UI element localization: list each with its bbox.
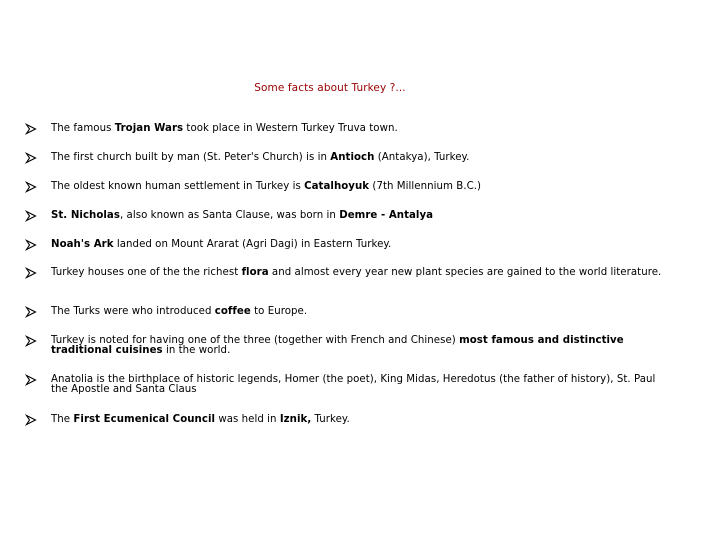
slide-title: Some facts about Turkey ?... [254,82,406,94]
fact-highlight: Iznik, [279,414,312,425]
fact-text-run: , also known as Santa Clause, was born in [119,210,340,221]
arrow-bullet-icon [25,210,37,222]
fact-text [51,240,671,250]
fact-highlight: coffee [214,306,251,317]
fact-text [51,153,671,163]
fact-text [51,124,671,134]
fact-text [51,375,671,395]
fact-text-run: to Europe. [250,306,308,317]
fact-highlight: Antioch [330,152,375,163]
fact-text-run: Anatolia is the birthplace of historic legends, Homer (the poet), King Midas, Heredotus (the father of history), St. Paul the Apostle and Santa Claus [51,374,656,395]
fact-text-run: The oldest known human settlement in Turkey is [51,181,305,192]
fact-highlight: flora [241,267,269,278]
fact-text-run: landed on Mount Ararat (Agri Dagi) in Eastern Turkey. [113,239,392,250]
fact-text [51,182,671,192]
fact-text-run: (7th Millennium B.C.) [369,181,482,192]
fact-text-run: The Turks were who introduced [51,306,215,317]
arrow-bullet-icon [25,414,37,426]
fact-text-run: Turkey. [311,414,350,425]
fact-text [51,268,671,278]
fact-highlight: most famous and distinctive traditional cuisines [51,335,624,356]
fact-text [51,415,671,425]
fact-text-run: The [51,414,74,425]
fact-text-run: Turkey houses one of the the richest [51,267,242,278]
fact-highlight: Catalhoyuk [304,181,370,192]
arrow-bullet-icon [25,239,37,251]
fact-text-run: Turkey is noted for having one of the three (together with French and Chinese) [51,335,460,346]
fact-text [51,307,671,317]
fact-highlight: St. Nicholas [51,210,120,221]
fact-text-run: took place in Western Turkey Truva town. [183,123,398,134]
fact-highlight: Noah's Ark [51,239,114,250]
arrow-bullet-icon [25,181,37,193]
arrow-bullet-icon [25,123,37,135]
fact-text-run: and almost every year new plant species are gained to the world literature. [268,267,662,278]
arrow-bullet-icon [25,267,37,279]
fact-text-run: was held in [215,414,280,425]
fact-highlight: First Ecumenical Council [73,414,216,425]
arrow-bullet-icon [25,335,37,347]
fact-text-run: in the world. [162,345,231,356]
arrow-bullet-icon [25,374,37,386]
fact-text [51,336,671,356]
fact-text [51,211,671,221]
arrow-bullet-icon [25,306,37,318]
fact-highlight: Demre - Antalya [339,210,434,221]
fact-text-run: The first church built by man (St. Peter's Church) is in [51,152,331,163]
arrow-bullet-icon [25,152,37,164]
fact-text-run: (Antakya), Turkey. [374,152,470,163]
fact-text-run: The famous [51,123,115,134]
fact-highlight: Trojan Wars [114,123,184,134]
